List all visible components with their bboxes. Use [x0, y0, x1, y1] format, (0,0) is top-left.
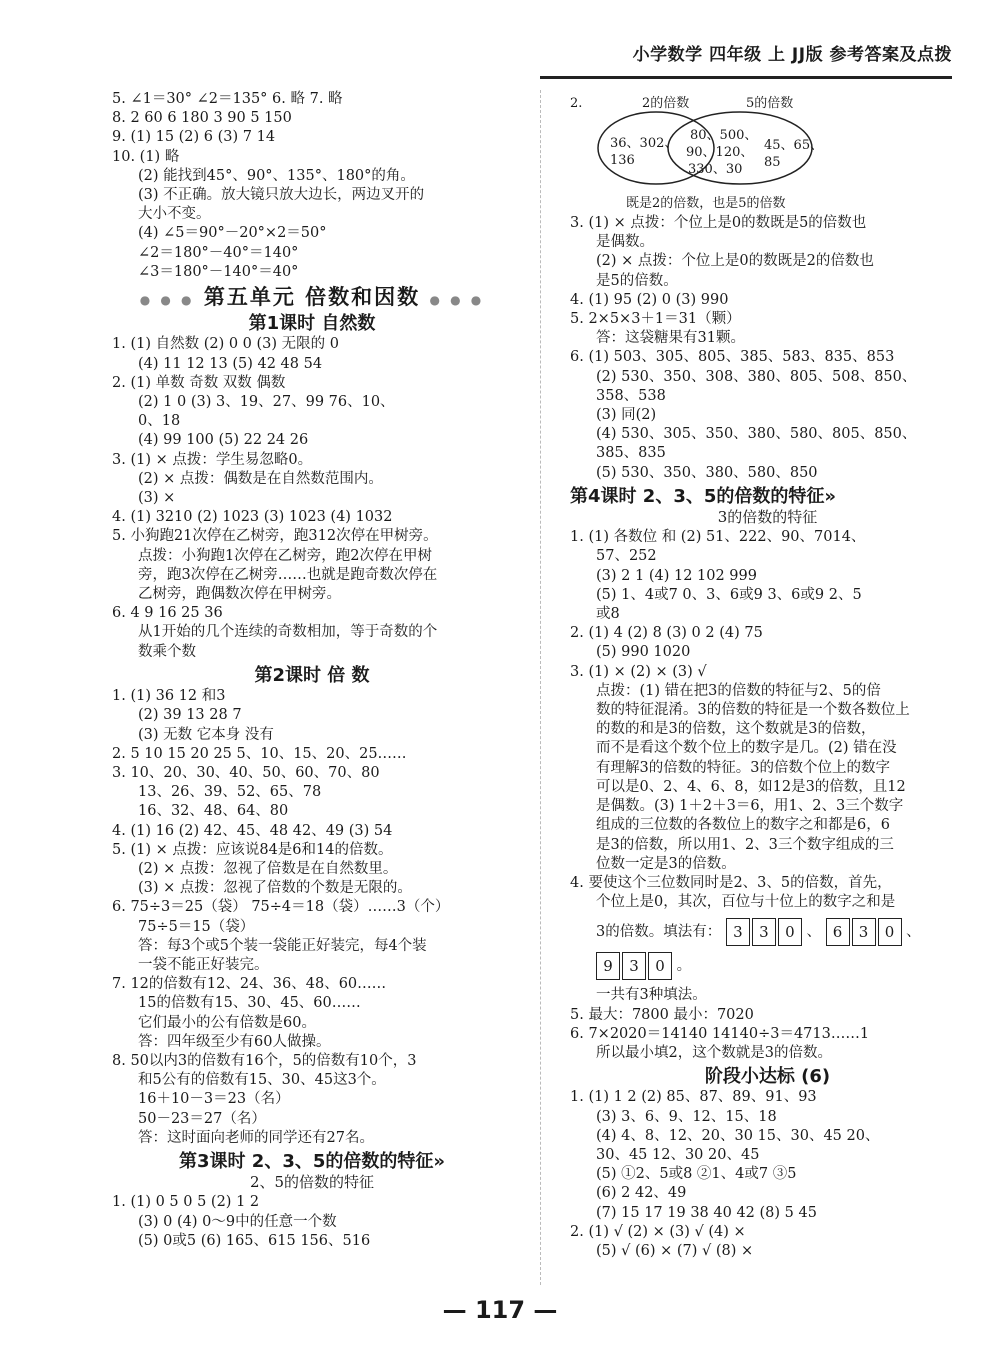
- fill-separator: 、: [906, 924, 921, 941]
- fill-group-3: [596, 952, 672, 980]
- answer-line: 4. (1) 3210 (2) 1023 (3) 1023 (4) 1032: [112, 509, 393, 526]
- answer-line: 5. 小狗跑21次停在乙树旁，跑312次停在甲树旁。: [112, 528, 438, 545]
- lesson3-answers: [112, 1193, 512, 1251]
- answer-line: 3. (1) × 点拨：学生易忽略0。: [112, 451, 313, 468]
- left-top-answers: [112, 90, 512, 282]
- answer-line: 有理解3的倍数的特征。3的倍数个位上的数字: [596, 759, 890, 776]
- venn-only-5-line1: 45、65、: [764, 138, 824, 153]
- answer-line: 是偶数。(3) 1＋2＋3＝6，用1、2、3三个数字: [596, 798, 904, 815]
- answer-line: 6. 75÷3＝25（袋） 75÷4＝18（袋）……3（个）: [112, 899, 450, 916]
- answer-line: (3) 2 1 (4) 12 102 999: [596, 567, 757, 584]
- answer-line: 5. 最大：7800 最小：7020: [570, 1006, 754, 1023]
- fill-group-1: [726, 918, 802, 946]
- fill-conclusion: 一共有3种填法。: [596, 987, 707, 1004]
- answer-line: 从1开始的几个连续的奇数相加，等于奇数的个: [138, 624, 438, 641]
- answer-line: 数的特征混淆。3的倍数的特征是一个数各数位上: [596, 702, 910, 719]
- venn-caption: 既是2的倍数，也是5的倍数: [626, 196, 786, 211]
- answer-line: 5. ∠1＝30° ∠2＝135° 6. 略 7. 略: [112, 91, 343, 107]
- unit-title: 第五单元 倍数和因数: [203, 285, 421, 310]
- answer-line: 它们最小的公有倍数是60。: [138, 1014, 316, 1031]
- answer-line: 位数一定是3的倍数。: [596, 855, 736, 872]
- answer-line: (5) 1、4或7 0、3、6或9 3、6或9 2、5: [596, 586, 862, 603]
- answer-line: 旁，跑3次停在乙树旁……也就是跑奇数次停在: [138, 566, 438, 583]
- answer-line: 或8: [596, 606, 620, 623]
- answer-line: 1. (1) 自然数 (2) 0 0 (3) 无限的 0: [112, 336, 340, 353]
- page-header: [540, 40, 952, 79]
- answer-line: (4) ∠5＝90°－20°×2＝50°: [138, 225, 327, 242]
- answer-line: 16＋10－3＝23（名）: [138, 1091, 290, 1108]
- fill-separator: 、: [806, 924, 821, 941]
- answer-line: 3. 10、20、30、40、50、60、70、80: [112, 764, 380, 781]
- answer-line: (3) 同(2): [596, 407, 657, 424]
- left-column: [112, 90, 512, 1251]
- answer-line: 9. (1) 15 (2) 6 (3) 7 14: [112, 129, 276, 146]
- answer-line: 6. 4 9 16 25 36: [112, 605, 223, 622]
- answer-line: 1. (1) 各数位 和 (2) 51、222、90、7014、: [570, 529, 866, 546]
- answer-line: 数乘个数: [138, 643, 196, 660]
- answer-line: 13、26、39、52、65、78: [138, 784, 322, 801]
- answer-line: 4. (1) 16 (2) 42、45、48 42、49 (3) 54: [112, 822, 393, 839]
- answer-line: 是偶数。: [596, 234, 654, 251]
- lesson1-answers: [112, 335, 512, 661]
- answer-line: (2) × 点拨：个位上是0的数既是2的倍数也: [596, 253, 874, 270]
- venn-label-multiples-of-2: 2的倍数: [642, 96, 690, 111]
- lesson4-answers: [570, 528, 965, 912]
- unit-heading: [112, 285, 512, 310]
- fill-box: 6: [826, 918, 850, 946]
- answer-line: 3. (1) × 点拨：个位上是0的数既是5的倍数也: [570, 215, 867, 231]
- answer-line: 8. 2 60 6 180 3 90 5 150: [112, 110, 292, 127]
- answer-line: 是5的倍数。: [596, 272, 678, 289]
- answer-line: (5) 0或5 (6) 165、615 156、516: [138, 1232, 371, 1249]
- unit-dots-left: ● ● ●: [139, 293, 195, 308]
- page-number: — 117 —: [442, 1296, 558, 1324]
- fill-box: 3: [622, 952, 646, 980]
- fill-box: 9: [596, 952, 620, 980]
- venn-only-2-line2: 136: [610, 153, 635, 168]
- answer-line: 57、252: [596, 548, 657, 565]
- answer-line: 一袋不能正好装完。: [138, 956, 269, 973]
- answer-line: (2) × 点拨：忽视了倍数是在自然数里。: [138, 860, 398, 877]
- fill-boxes-row1: [570, 918, 965, 946]
- answer-line: (4) 11 12 13 (5) 42 48 54: [138, 355, 323, 372]
- header-title: 小学数学 四年级 上 JJ版 参考答案及点拨: [632, 45, 952, 65]
- answer-line: 所以最小填2，这个数就是3的倍数。: [596, 1044, 832, 1061]
- answer-line: 组成的三位数的各数位上的数字之和都是6，6: [596, 817, 890, 834]
- answer-line: 2. 5 10 15 20 25 5、10、15、20、25……: [112, 745, 407, 762]
- answer-line: (5) 990 1020: [596, 644, 691, 661]
- answer-line: 答：这袋糖果有31颗。: [596, 330, 745, 347]
- answer-line: (2) 能找到45°、90°、135°、180°的角。: [138, 167, 415, 184]
- answer-line: 可以是0、2、4、6、8，如12是3的倍数，且12: [596, 778, 906, 795]
- fill-group-2: [826, 918, 902, 946]
- answer-line: (3) 不正确。放大镜只放大边长，两边叉开的: [138, 187, 425, 204]
- stage-answers: [570, 1088, 965, 1261]
- fill-prefix: 3的倍数。填法有：: [596, 924, 722, 941]
- answer-line: 50－23＝27（名）: [138, 1110, 266, 1127]
- right-column: [570, 90, 965, 1261]
- fill-box: 0: [648, 952, 672, 980]
- answer-line: 点拨：(1) 错在把3的倍数的特征与2、5的倍: [596, 682, 881, 699]
- answer-line: 是3的倍数，所以用1、2、3三个数字组成的三: [596, 836, 894, 853]
- stage-title: 阶段小达标 (6): [704, 1066, 831, 1088]
- fill-box: 0: [778, 918, 802, 946]
- fill-box: 3: [726, 918, 750, 946]
- answer-line: 的数的和是3的倍数，这个数就是3的倍数，: [596, 721, 876, 738]
- fill-boxes-row2: [570, 952, 965, 980]
- venn-diagram: [570, 90, 965, 214]
- answer-line: 7. 12的倍数有12、24、36、48、60……: [112, 976, 387, 993]
- venn-both-line1: 80、500、: [690, 128, 758, 143]
- answer-line: (2) 1 0 (3) 3、19、27、99 76、10、: [138, 394, 395, 411]
- answer-line: (3) × 点拨：忽视了倍数的个数是无限的。: [138, 880, 412, 897]
- answer-line: 1. (1) 36 12 和3: [112, 688, 226, 705]
- answer-line: 2. (1) 4 (2) 8 (3) 0 2 (4) 75: [570, 625, 763, 642]
- venn-question-number: 2.: [570, 96, 583, 111]
- answer-line: (2) 530、350、308、380、805、508、850、: [596, 368, 917, 385]
- venn-both-line2: 90、120、: [686, 145, 754, 160]
- answer-line: 3. (1) × (2) × (3) √: [570, 663, 707, 680]
- answer-line: 6. (1) 503、305、805、385、583、835、853: [570, 349, 895, 366]
- answer-line: (4) 4、8、12、20、30 15、30、45 20、: [596, 1127, 880, 1144]
- answer-line: ∠2＝180°－40°＝140°: [138, 244, 299, 261]
- answer-line: 1. (1) 0 5 0 5 (2) 1 2: [112, 1194, 260, 1211]
- answer-line: 答：这时面向老师的同学还有27名。: [138, 1129, 374, 1146]
- answer-line: 大小不变。: [138, 206, 211, 223]
- fill-end: 。: [676, 958, 692, 975]
- answer-line: 2. (1) 单数 奇数 双数 偶数: [112, 374, 286, 391]
- answer-line: (7) 15 17 19 38 40 42 (8) 5 45: [596, 1204, 817, 1221]
- answer-line: (5) 530、350、380、580、850: [596, 464, 818, 481]
- answer-line: (2) × 点拨：偶数是在自然数范围内。: [138, 470, 383, 487]
- venn-only-5-line2: 85: [764, 155, 781, 170]
- lesson4-subtitle: 3的倍数的特征: [717, 508, 818, 527]
- answer-line: 8. 50以内3的倍数有16个，5的倍数有10个，3: [112, 1052, 417, 1069]
- answer-line: 0、18: [138, 413, 181, 430]
- answer-line: 5. (1) × 点拨：应该说84是6和14的倍数。: [112, 841, 393, 858]
- lesson2-title: 第2课时 倍 数: [254, 664, 370, 686]
- lesson4-tail-answers: [570, 1006, 965, 1064]
- column-divider: [540, 90, 542, 1285]
- answer-line: (4) 99 100 (5) 22 24 26: [138, 432, 309, 449]
- answer-line: (4) 530、305、350、380、580、805、850、: [596, 426, 917, 443]
- answer-line: (3) 0 (4) 0～9中的任意一个数: [138, 1213, 337, 1230]
- venn-only-2-line1: 36、302、: [610, 136, 678, 151]
- answer-line: 答：四年级至少有60人做操。: [138, 1033, 331, 1050]
- answer-line: (3) ×: [138, 490, 176, 507]
- answer-line: 点拨：小狗跑1次停在乙树旁，跑2次停在甲树: [138, 547, 432, 564]
- answer-line: (3) 3、6、9、12、15、18: [596, 1108, 777, 1125]
- answer-line: (3) 无数 它本身 没有: [138, 726, 274, 743]
- venn-label-multiples-of-5: 5的倍数: [746, 96, 794, 111]
- lesson3-title: 第3课时 2、3、5的倍数的特征»: [179, 1150, 445, 1172]
- answer-line: 15的倍数有15、30、45、60……: [138, 995, 361, 1012]
- answer-line: 而不是看这个数个位上的数字是几。(2) 错在没: [596, 740, 897, 757]
- answer-line: 30、45 12、30 20、45: [596, 1146, 760, 1163]
- answer-line: 答：每3个或5个装一袋能正好装完，每4个装: [138, 937, 427, 954]
- fill-box: 3: [852, 918, 876, 946]
- answer-line: 358、538: [596, 387, 666, 404]
- answer-line: 385、835: [596, 445, 666, 462]
- answer-line: 2. (1) √ (2) × (3) √ (4) ×: [570, 1223, 746, 1240]
- answer-line: 75÷5＝15（袋）: [138, 918, 255, 935]
- lesson2-answers: [112, 687, 512, 1148]
- fill-box: 0: [878, 918, 902, 946]
- lesson4-title: 第4课时 2、3、5的倍数的特征»: [570, 485, 836, 507]
- venn-both-line3: 330、30: [688, 162, 743, 177]
- answer-line: 10. (1) 略: [112, 148, 180, 165]
- answer-line: (2) 39 13 28 7: [138, 707, 242, 724]
- right-top-answers: [570, 214, 965, 483]
- lesson3-subtitle: 2、5的倍数的特征: [249, 1173, 375, 1192]
- unit-dots-right: ● ● ●: [429, 293, 485, 308]
- answer-line: 4. 要使这个三位数同时是2、3、5的倍数，首先，: [570, 874, 892, 891]
- lesson1-title: 第1课时 自然数: [248, 313, 376, 335]
- answer-line: 1. (1) 1 2 (2) 85、87、89、91、93: [570, 1089, 817, 1106]
- answer-line: 乙树旁，跑偶数次停在甲树旁。: [138, 586, 341, 603]
- answer-line: 5. 2×5×3＋1＝31（颗）: [570, 311, 741, 328]
- answer-line: ∠3＝180°－140°＝40°: [138, 263, 299, 280]
- answer-line: 和5公有的倍数有15、30、45这3个。: [138, 1072, 386, 1089]
- answer-line: (5) ①2、5或8 ②1、4或7 ③5: [596, 1166, 797, 1183]
- answer-line: 个位上是0，其次，百位与十位上的数字之和是: [596, 894, 896, 911]
- fill-box: 3: [752, 918, 776, 946]
- answer-line: (5) √ (6) × (7) √ (8) ×: [596, 1242, 754, 1259]
- answer-line: 6. 7×2020＝14140 14140÷3＝4713……1: [570, 1025, 870, 1042]
- answer-line: 16、32、48、64、80: [138, 803, 289, 820]
- answer-line: (6) 2 42、49: [596, 1185, 687, 1202]
- answer-line: 4. (1) 95 (2) 0 (3) 990: [570, 291, 729, 308]
